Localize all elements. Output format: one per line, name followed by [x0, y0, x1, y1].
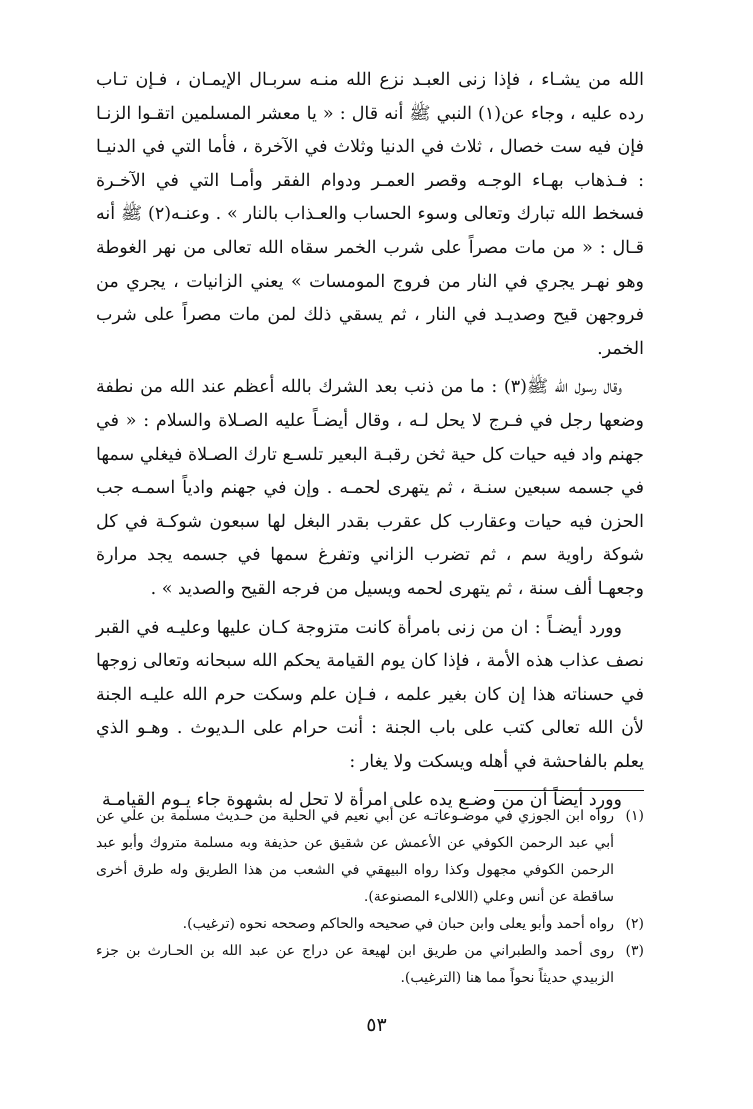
footnote-number: (٣) — [625, 943, 644, 959]
footnote-divider — [494, 790, 644, 791]
footnote-2 — [96, 911, 644, 938]
paragraph-4: وورد أيضاً أن من وضـع يده على امرأة لا تحل له بشهوة جاء يـوم القيامـة — [101, 790, 622, 811]
footnote-text: رواه ابن الجوزي في موضـوعاتـه عن أبي نعيم في الحلية من حـديث مسلمة بن علي عن أبي عبد الرحمن الكوفي عن الأعمش عن شقيق عن حذيفة وبه مسلمة متروك وأبو عبد الرحمن الكوفي مجهول وكذا رواه البيهقي في الشعب من هذا الطريق وله طرق أخرى ساقطة عن أنس وعلي (اللالىء المصنوعة). — [96, 808, 614, 905]
footnote-text: روى أحمد والطبراني من طريق ابن لهيعة عن دراج عن عبد الله بن الحـارث بن جزء الزبيدي حديثاً نحواً مما هنا (الترغيب). — [96, 943, 614, 986]
footnote-number: (١) — [625, 808, 644, 824]
paragraph-3: وورد أيضـاً : ان من زنى بامرأة كانت متزوجة كـان عليها وعليـه في القبر نصف عذاب هذه الأمة ، فإذا كان يوم القيامة يحكم الله سبحانه وتعالى زوجها في حسناته هذا إن كان بغير علمه ، فـإن علم وسكت حرم الله عليـه الجنة لأن الله تعالى كتب على باب الجنة : أنت حرام على الـديوث . وهـو الذي يعلم بالفاحشة في أهله ويسكت ولا يغار : — [96, 617, 644, 772]
footnote-1 — [96, 803, 644, 911]
paragraph-2: وقال رسول الله ﷺ(٣) : ما من ذنب بعد الشرك بالله أعظم عند الله من نطفة وضعها رجل في فـرج لا يحل لـه ، وقال أيضـاً عليه الصـلاة والسلام : « في جهنم واد فيه حيات كل حية ثخن رقبـة البعير تلسـع تارك الصـلاة فيغلي سمها في جسمه سبعين سنـة ، ثم يتهرى لحمـه . وإن في جهنم وادياً اسمـه جب الحزن فيه حيات وعقارب كل عقرب بقدر البغل لها سبعون شوكـة في كل شوكة راوية سم ، ثم تضرب الزاني وتفرغ سمها في جسمه يجد مرارة وجعهـا ألف سنة ، ثم يتهرى لحمه ويسيل من فرجه القيح والصديد » . — [96, 377, 644, 599]
paragraph-1: الله من يشـاء ، فإذا زنى العبـد نزع الله منـه سربـال الإيمـان ، فـإن تـاب رده عليه ، وجاء عن(١) النبي ﷺ أنه قال : « يا معشر المسلمين اتقـوا الزنـا فإن فيه ست خصال ، ثلاث في الدنيا وثلاث في الآخرة ، فأما التي في الدنيـا : فـذهاب بهـاء الوجـه وقصر العمـر ودوام الفقر وأمـا التي في الآخـرة فسخط الله تبارك وتعالى وسوء الحساب والعـذاب بالنار » . وعنـه(٢) ﷺ أنه قـال : « من مات مصراً على شرب الخمر سقاه الله تعالى من نهر الغوطة وهو نهـر يجري في النار من فروج المومسات » يعني الزانيات ، يجري من فروجهن قيح وصديـد في النار ، ثم يسقي ذلك لمن مات مصراً على شرب الخمر. — [96, 70, 644, 359]
main-text — [96, 64, 644, 818]
footnote-3 — [96, 938, 644, 992]
footnotes — [96, 803, 644, 992]
page-number: ٥٣ — [366, 1014, 387, 1036]
footnote-text: رواه أحمد وأبو يعلى وابن حبان في صحيحه والحاكم وصححه نحوه (ترغيب). — [182, 916, 614, 932]
footnote-number: (٢) — [625, 916, 644, 932]
